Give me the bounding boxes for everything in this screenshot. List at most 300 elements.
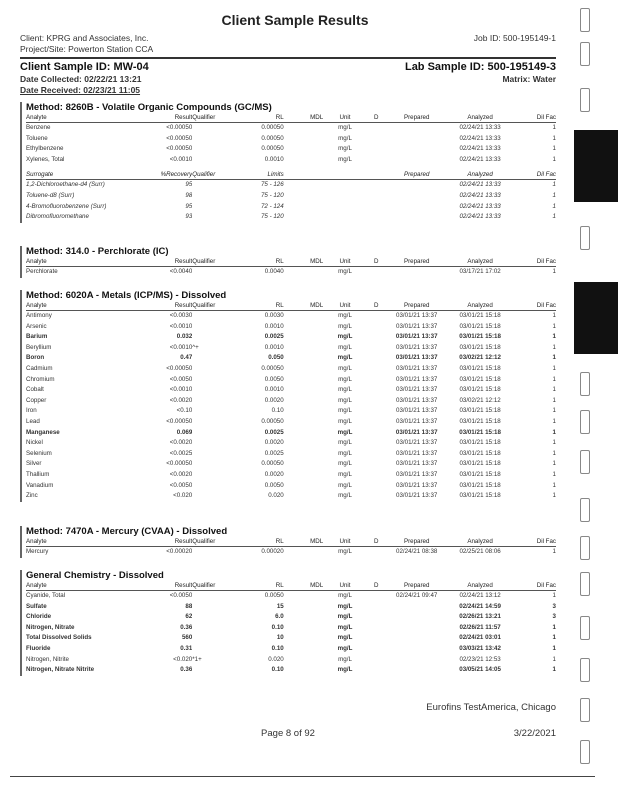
col-unit: Unit xyxy=(323,582,367,591)
cell-unit: mg/L xyxy=(337,623,353,631)
col-dil-fac: Dil Fac xyxy=(512,114,556,123)
cell-dil: 1 xyxy=(552,666,556,674)
cell-result: <0.0020 xyxy=(169,396,193,404)
cell-rl: 0.00050 xyxy=(261,124,284,131)
cell-qualifier xyxy=(192,322,236,333)
cell-result: <0.020 xyxy=(173,492,193,500)
col-analyte: Analyte xyxy=(26,258,151,267)
section-title: Method: 6020A - Metals (ICP/MS) - Dissolved xyxy=(26,290,227,301)
cell-result: <0.0010 xyxy=(169,322,193,330)
cell-mdl xyxy=(284,644,323,655)
col-surrogate: Surrogate xyxy=(26,171,151,180)
cell-mdl xyxy=(284,633,323,644)
cell-name: Toluene-d8 (Surr) xyxy=(26,191,75,199)
cell-dil: 1 xyxy=(552,386,556,394)
cell-mdl xyxy=(284,665,323,676)
results-table xyxy=(26,114,556,165)
cell-prepared: 03/01/21 13:37 xyxy=(396,460,438,468)
col-analyzed: Analyzed xyxy=(448,538,512,547)
cell-unit: mg/L xyxy=(338,592,352,599)
cell-empty xyxy=(284,180,323,191)
table-row xyxy=(26,623,556,634)
cell-mdl xyxy=(284,428,323,439)
cell-empty xyxy=(367,212,386,223)
col-dil-fac: Dil Fac xyxy=(512,171,556,180)
cell-qualifier xyxy=(192,202,236,213)
cell-empty xyxy=(323,202,367,213)
col-analyzed: Analyzed xyxy=(448,582,512,591)
tab-marker xyxy=(580,498,590,522)
table-row xyxy=(26,343,556,354)
cell-unit: mg/L xyxy=(338,375,352,383)
cell-recovery: 95 xyxy=(185,202,193,210)
table-row xyxy=(26,459,556,470)
cell-analyte: Chromium xyxy=(26,375,55,383)
cell-analyte: Silver xyxy=(26,460,42,468)
cell-analyte: Benzene xyxy=(26,124,51,131)
col-analyte: Analyte xyxy=(26,582,151,591)
col-rl: RL xyxy=(236,582,284,591)
cell-dil: 1 xyxy=(552,655,556,663)
cell-mdl xyxy=(284,322,323,333)
cell-analyzed: 03/02/21 12:12 xyxy=(459,354,501,362)
col-result: Result xyxy=(151,538,193,547)
table-row xyxy=(26,385,556,396)
col-d: D xyxy=(367,582,386,591)
cell-result: <0.0010 xyxy=(169,343,193,351)
cell-d xyxy=(367,123,386,134)
cell-result: 88 xyxy=(185,602,193,610)
cell-recovery: 98 xyxy=(185,191,193,199)
cell-analyzed: 02/26/21 13:21 xyxy=(459,613,501,621)
cell-dil: 1 xyxy=(552,449,556,457)
col-dil-fac: Dil Fac xyxy=(512,582,556,591)
col-d: D xyxy=(367,258,386,267)
cell-qualifier xyxy=(192,428,236,439)
cell-d xyxy=(367,385,386,396)
cell-d xyxy=(367,155,386,166)
tab-marker xyxy=(580,658,590,682)
cell-analyte: Boron xyxy=(26,354,45,362)
cell-result: <0.020 xyxy=(173,655,193,663)
table-row xyxy=(26,375,556,386)
cell-result: <0.00050 xyxy=(166,364,193,372)
cell-result: 0.36 xyxy=(180,623,193,631)
table-header xyxy=(26,302,556,311)
cell-result: <0.0020 xyxy=(169,470,193,478)
cell-unit: mg/L xyxy=(338,655,352,663)
cell-rl: 0.0010 xyxy=(264,155,284,163)
cell-dil: 1 xyxy=(552,470,556,478)
col-d: D xyxy=(367,538,386,547)
cell-d xyxy=(367,322,386,333)
table-row xyxy=(26,428,556,439)
cell-rl: 0.10 xyxy=(271,666,284,674)
table-row xyxy=(26,470,556,481)
cell-qualifier xyxy=(192,155,236,166)
section-voc xyxy=(20,102,556,223)
cell-limits: 75 - 126 xyxy=(260,181,284,189)
col-qualifier: Qualifier xyxy=(192,114,236,123)
cell-rl: 6.0 xyxy=(275,613,284,621)
cell-mdl xyxy=(284,602,323,613)
cell-prepared xyxy=(386,267,448,278)
cell-d xyxy=(367,623,386,634)
results-table xyxy=(26,538,556,558)
table-header xyxy=(26,538,556,547)
cell-dil: 1 xyxy=(552,592,556,599)
cell-result: <0.0050 xyxy=(169,375,193,383)
tab-marker xyxy=(580,226,590,250)
cell-dil: 1 xyxy=(552,492,556,500)
cell-prepared xyxy=(386,123,448,134)
col-prepared: Prepared xyxy=(386,171,448,180)
col-limits: Limits xyxy=(236,171,284,180)
page-tabs xyxy=(574,0,618,800)
cell-prepared: 03/01/21 13:37 xyxy=(396,417,438,425)
table-row xyxy=(26,591,556,602)
table-header xyxy=(26,582,556,591)
cell-dil: 1 xyxy=(552,428,556,436)
col-qualifier: Qualifier xyxy=(192,582,236,591)
cell-analyte: Arsenic xyxy=(26,322,47,330)
cell-qualifier: ^+ xyxy=(192,343,199,351)
cell-unit: mg/L xyxy=(338,155,352,163)
project-site: Project/Site: Powerton Station CCA xyxy=(20,44,154,54)
table-row xyxy=(26,322,556,333)
cell-result: <0.0010 xyxy=(169,386,193,394)
cell-unit: mg/L xyxy=(338,312,352,319)
cell-rl: 0.00050 xyxy=(261,134,284,142)
cell-prepared xyxy=(386,134,448,145)
section-general-chemistry xyxy=(20,570,556,676)
table-row xyxy=(26,364,556,375)
col-mdl: MDL xyxy=(284,114,323,123)
cell-analyzed: 03/17/21 17:02 xyxy=(459,268,501,275)
table-row xyxy=(26,481,556,492)
cell-d xyxy=(367,481,386,492)
cell-prepared: 03/01/21 13:37 xyxy=(395,354,438,362)
col-result: Result xyxy=(151,582,193,591)
cell-analyzed: 03/01/21 15:18 xyxy=(459,364,501,372)
cell-analyzed: 03/03/21 13:42 xyxy=(459,644,501,652)
cell-prepared: 03/01/21 13:37 xyxy=(396,492,438,500)
cell-dil: 1 xyxy=(552,343,556,351)
table-row xyxy=(26,491,556,502)
cell-dil: 1 xyxy=(552,481,556,489)
cell-result: <0.0050 xyxy=(169,481,193,489)
cell-analyzed: 02/26/21 11:57 xyxy=(459,623,501,631)
cell-prepared: 03/01/21 13:37 xyxy=(396,375,438,383)
cell-qualifier xyxy=(192,547,236,558)
cell-dil: 1 xyxy=(552,268,556,275)
cell-mdl xyxy=(284,591,323,602)
cell-dil: 3 xyxy=(552,602,556,610)
col-recovery: %Recovery xyxy=(151,171,193,180)
cell-qualifier xyxy=(192,144,236,155)
cell-mdl xyxy=(284,449,323,460)
cell-dil: 1 xyxy=(552,396,556,404)
cell-d xyxy=(367,267,386,278)
cell-qualifier xyxy=(192,438,236,449)
cell-analyzed: 03/01/21 15:18 xyxy=(459,492,501,500)
col-qualifier: Qualifier xyxy=(192,538,236,547)
cell-result: 62 xyxy=(185,613,193,621)
cell-mdl xyxy=(284,311,323,322)
cell-prepared: 03/01/21 13:37 xyxy=(396,396,438,404)
cell-qualifier xyxy=(192,470,236,481)
cell-prepared xyxy=(386,212,448,223)
cell-prepared: 03/01/21 13:37 xyxy=(395,333,438,341)
cell-mdl xyxy=(284,123,323,134)
surrogate-row xyxy=(26,191,556,202)
cell-analyte: Selenium xyxy=(26,449,52,457)
cell-unit: mg/L xyxy=(338,322,352,330)
page-number: Page 8 of 92 xyxy=(261,728,315,739)
cell-analyzed: 03/01/21 15:18 xyxy=(459,449,501,457)
cell-rl: 0.020 xyxy=(268,655,284,663)
cell-analyte: Zinc xyxy=(26,492,38,500)
cell-result: <0.0010 xyxy=(169,155,193,163)
cell-prepared: 03/01/21 13:37 xyxy=(396,343,438,351)
cell-mdl xyxy=(284,364,323,375)
cell-rl: 0.0010 xyxy=(264,343,284,351)
tab-marker xyxy=(580,572,590,596)
cell-prepared: 03/01/21 13:37 xyxy=(396,470,438,478)
cell-analyte: Cyanide, Total xyxy=(26,592,66,599)
cell-qualifier xyxy=(192,644,236,655)
cell-dil: 1 xyxy=(552,155,556,163)
tab-marker xyxy=(580,536,590,560)
cell-unit: mg/L xyxy=(338,268,352,275)
lab-sample-id: Lab Sample ID: 500-195149-3 xyxy=(404,61,556,73)
cell-d xyxy=(367,311,386,322)
cell-qualifier xyxy=(192,212,236,223)
cell-analyzed: 02/25/21 08:06 xyxy=(459,548,501,555)
tab-marker xyxy=(580,42,590,66)
cell-analyzed: 02/23/21 12:53 xyxy=(459,655,501,663)
cell-analyzed: 03/01/21 15:18 xyxy=(459,460,501,468)
cell-prepared: 03/01/21 13:37 xyxy=(396,439,438,447)
cell-rl: 0.00050 xyxy=(261,460,284,468)
cell-unit: mg/L xyxy=(338,124,352,131)
cell-dil: 1 xyxy=(552,417,556,425)
cell-analyzed: 03/01/21 15:18 xyxy=(459,312,501,319)
cell-dil: 1 xyxy=(552,213,556,221)
table-header xyxy=(26,114,556,123)
cell-limits: 75 - 120 xyxy=(260,213,284,221)
cell-unit: mg/L xyxy=(338,396,352,404)
cell-dil: 1 xyxy=(552,439,556,447)
cell-analyte: Beryllium xyxy=(26,343,52,351)
cell-rl: 0.0010 xyxy=(264,386,284,394)
cell-rl: 0.0040 xyxy=(264,268,284,275)
cell-qualifier xyxy=(192,311,236,322)
cell-unit: mg/L xyxy=(338,407,352,415)
table-row xyxy=(26,311,556,322)
cell-unit: mg/L xyxy=(338,343,352,351)
cell-prepared xyxy=(386,633,448,644)
cell-unit: mg/L xyxy=(338,481,352,489)
cell-analyzed: 03/05/21 14:05 xyxy=(459,666,501,674)
cell-result: <0.00050 xyxy=(166,145,193,153)
col-prepared: Prepared xyxy=(386,258,448,267)
col-mdl: MDL xyxy=(284,582,323,591)
table-row xyxy=(26,665,556,676)
cell-rl: 0.0020 xyxy=(264,470,284,478)
lab-name: Eurofins TestAmerica, Chicago xyxy=(426,702,556,713)
cell-dil: 1 xyxy=(552,333,556,341)
cell-mdl xyxy=(284,655,323,666)
cell-qualifier xyxy=(192,623,236,634)
table-row xyxy=(26,155,556,166)
cell-rl: 10 xyxy=(276,634,284,642)
cell-prepared xyxy=(386,644,448,655)
cell-result: <0.0050 xyxy=(169,592,193,599)
cell-prepared: 03/01/21 13:37 xyxy=(396,481,438,489)
table-row xyxy=(26,417,556,428)
tab-marker xyxy=(580,450,590,474)
cell-unit: mg/L xyxy=(338,145,352,153)
col-prepared: Prepared xyxy=(386,302,448,311)
cell-name: 1,2-Dichloroethane-d4 (Surr) xyxy=(26,181,105,189)
cell-result: <0.10 xyxy=(176,407,193,415)
cell-result: <0.0025 xyxy=(169,449,193,457)
table-row xyxy=(26,406,556,417)
cell-unit: mg/L xyxy=(338,470,352,478)
cell-prepared xyxy=(386,155,448,166)
cell-unit: mg/L xyxy=(338,386,352,394)
col-analyzed: Analyzed xyxy=(448,258,512,267)
cell-unit: mg/L xyxy=(338,492,352,500)
cell-prepared: 03/01/21 13:37 xyxy=(395,428,438,436)
cell-mdl xyxy=(284,144,323,155)
cell-qualifier xyxy=(192,633,236,644)
cell-analyte: Fluoride xyxy=(26,644,51,652)
col-analyte: Analyte xyxy=(26,538,151,547)
cell-result: <0.0030 xyxy=(169,312,193,319)
cell-qualifier: *1+ xyxy=(192,655,202,663)
cell-qualifier xyxy=(192,134,236,145)
cell-qualifier xyxy=(192,591,236,602)
cell-dil: 1 xyxy=(552,134,556,142)
table-row xyxy=(26,267,556,278)
cell-analyte: Copper xyxy=(26,396,47,404)
surrogate-row xyxy=(26,212,556,223)
col-d: D xyxy=(367,302,386,311)
col-rl: RL xyxy=(236,114,284,123)
cell-rl: 0.10 xyxy=(271,644,284,652)
cell-analyzed: 02/24/21 13:33 xyxy=(459,155,501,163)
cell-rl: 0.00050 xyxy=(261,417,284,425)
cell-name: Dibromofluoromethane xyxy=(26,213,89,221)
cell-qualifier xyxy=(192,180,236,191)
client-sample-id: Client Sample ID: MW-04 xyxy=(20,61,149,73)
cell-mdl xyxy=(284,547,323,558)
cell-rl: 0.0030 xyxy=(264,312,284,319)
col-analyzed: Analyzed xyxy=(448,171,512,180)
cell-qualifier xyxy=(192,459,236,470)
cell-qualifier xyxy=(192,191,236,202)
cell-analyte: Lead xyxy=(26,417,40,425)
cell-dil: 1 xyxy=(552,145,556,153)
cell-d xyxy=(367,428,386,439)
cell-prepared xyxy=(386,623,448,634)
cell-analyte: Cadmium xyxy=(26,364,53,372)
cell-d xyxy=(367,459,386,470)
cell-empty xyxy=(367,180,386,191)
table-row xyxy=(26,134,556,145)
cell-analyzed: 02/24/21 13:33 xyxy=(459,145,501,153)
cell-dil: 1 xyxy=(552,322,556,330)
cell-qualifier xyxy=(192,123,236,134)
col-unit: Unit xyxy=(323,114,367,123)
col-result: Result xyxy=(151,302,193,311)
col-mdl: MDL xyxy=(284,538,323,547)
table-row xyxy=(26,123,556,134)
cell-dil: 1 xyxy=(552,354,556,362)
cell-mdl xyxy=(284,623,323,634)
cell-analyte: Nitrogen, Nitrate Nitrite xyxy=(26,666,95,674)
cell-d xyxy=(367,438,386,449)
cell-qualifier xyxy=(192,491,236,502)
cell-d xyxy=(367,332,386,343)
cell-mdl xyxy=(284,134,323,145)
cell-recovery: 93 xyxy=(185,213,193,221)
cell-d xyxy=(367,612,386,623)
page-title: Client Sample Results xyxy=(221,12,369,28)
cell-result: 560 xyxy=(181,634,193,642)
cell-result: <0.0040 xyxy=(169,268,193,275)
col-dil-fac: Dil Fac xyxy=(512,258,556,267)
cell-empty xyxy=(323,191,367,202)
cell-analyzed: 02/24/21 13:12 xyxy=(459,592,501,599)
col-result: Result xyxy=(151,114,193,123)
job-id: Job ID: 500-195149-1 xyxy=(473,33,556,43)
cell-rl: 0.0025 xyxy=(264,449,284,457)
cell-prepared: 03/01/21 13:37 xyxy=(396,407,438,415)
tab-marker-active xyxy=(574,282,618,354)
cell-mdl xyxy=(284,396,323,407)
cell-dil: 1 xyxy=(552,364,556,372)
cell-analyte: Mercury xyxy=(26,548,49,555)
cell-analyte: Perchlorate xyxy=(26,268,58,275)
table-row xyxy=(26,449,556,460)
cell-qualifier xyxy=(192,375,236,386)
cell-empty xyxy=(367,202,386,213)
cell-analyte: Cobalt xyxy=(26,386,44,394)
table-row xyxy=(26,438,556,449)
cell-analyte: Manganese xyxy=(26,428,60,436)
section-mercury xyxy=(20,526,556,558)
cell-d xyxy=(367,364,386,375)
bottom-divider xyxy=(10,776,595,777)
cell-dil: 1 xyxy=(552,312,556,319)
cell-analyte: Ethylbenzene xyxy=(26,145,64,153)
cell-result: 0.47 xyxy=(180,354,193,362)
col-unit: Unit xyxy=(323,302,367,311)
col-analyzed: Analyzed xyxy=(448,114,512,123)
cell-prepared: 03/01/21 13:37 xyxy=(396,322,438,330)
surrogate-header xyxy=(26,171,556,180)
section-perchlorate xyxy=(20,246,556,278)
cell-unit: mg/L xyxy=(338,364,352,372)
cell-empty xyxy=(284,202,323,213)
cell-analyte: Xylenes, Total xyxy=(26,155,65,163)
cell-prepared xyxy=(386,602,448,613)
cell-d xyxy=(367,491,386,502)
section-title: Method: 7470A - Mercury (CVAA) - Dissolved xyxy=(26,526,228,537)
